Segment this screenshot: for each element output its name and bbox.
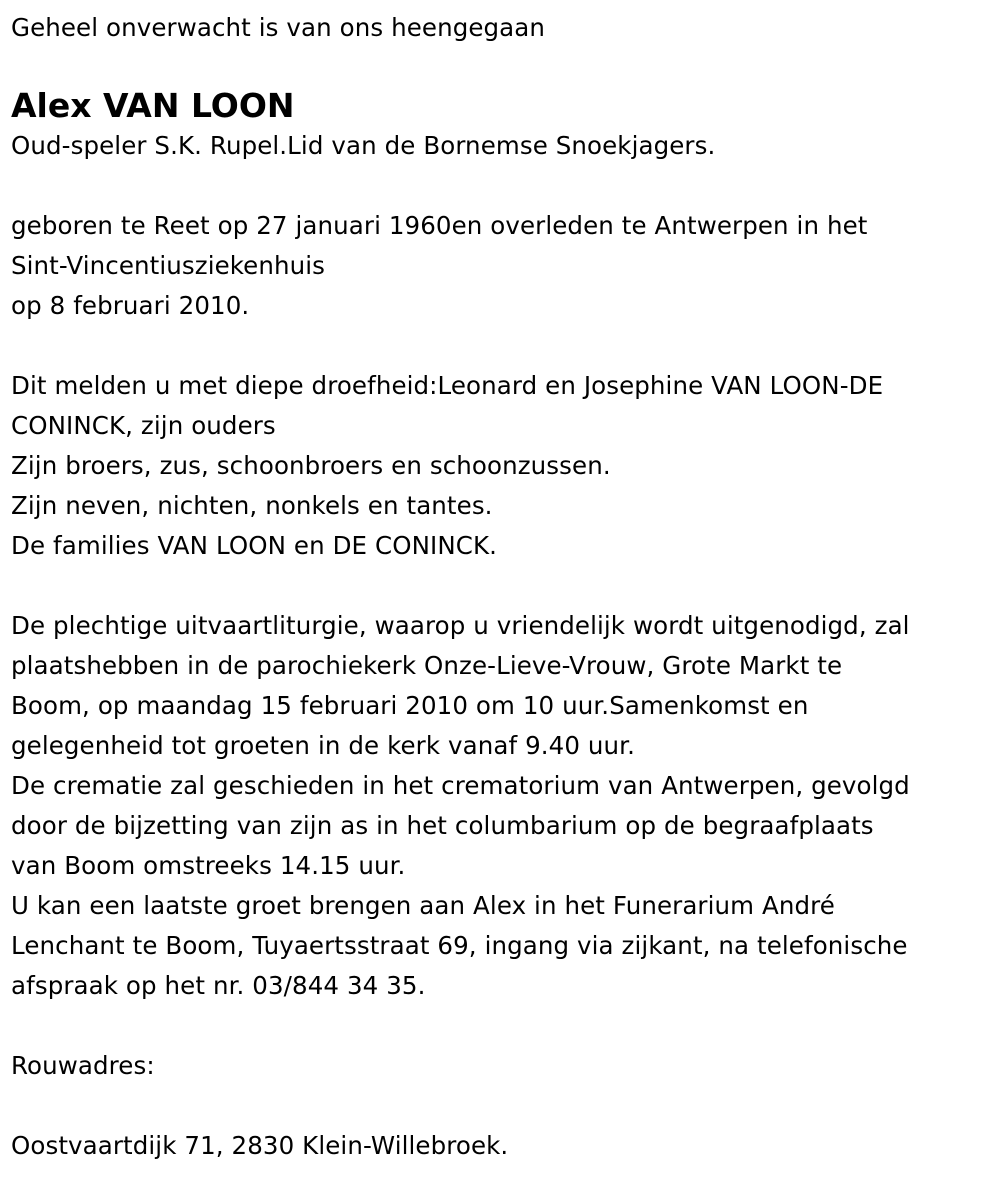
spacer [11, 566, 986, 606]
spacer [11, 166, 986, 206]
spacer [11, 326, 986, 366]
obituary-notice [11, 8, 986, 1166]
funeral-line: afspraak op het nr. 03/844 34 35. [11, 971, 426, 1000]
family-block [11, 366, 986, 566]
funeral-line: De crematie zal geschieden in het crematorium van Antwerpen, gevolgd [11, 771, 910, 800]
funeral-line: Boom, op maandag 15 februari 2010 om 10 uur.Samenkomst en [11, 691, 809, 720]
family-line: Dit melden u met diepe droefheid:Leonard en Josephine VAN LOON-DE [11, 371, 884, 400]
funeral-line: plaatshebben in de parochiekerk Onze-Lieve-Vrouw, Grote Markt te [11, 651, 843, 680]
birth-line: op 8 februari 2010. [11, 291, 250, 320]
subtitle-text: Oud-speler S.K. Rupel.Lid van de Bornemse Snoekjagers. [11, 131, 716, 160]
intro-text: Geheel onverwacht is van ons heengegaan [11, 13, 546, 42]
family-line: Zijn broers, zus, schoonbroers en schoonzussen. [11, 451, 611, 480]
funeral-line: door de bijzetting van zijn as in het columbarium op de begraafplaats [11, 811, 874, 840]
family-line: Zijn neven, nichten, nonkels en tantes. [11, 491, 493, 520]
family-line: CONINCK, zijn ouders [11, 411, 276, 440]
deceased-name: Alex VAN LOON [11, 86, 295, 125]
funeral-line: gelegenheid tot groeten in de kerk vanaf 9.40 uur. [11, 731, 635, 760]
funeral-line: van Boom omstreeks 14.15 uur. [11, 851, 406, 880]
funeral-line: U kan een laatste groet brengen aan Alex in het Funerarium André [11, 891, 835, 920]
family-line: De families VAN LOON en DE CONINCK. [11, 531, 498, 560]
funeral-block [11, 606, 986, 1006]
birth-line: geboren te Reet op 27 januari 1960en overleden te Antwerpen in het [11, 211, 868, 240]
funeral-line: De plechtige uitvaartliturgie, waarop u vriendelijk wordt uitgenodigd, zal [11, 611, 910, 640]
mourning-address: Oostvaartdijk 71, 2830 Klein-Willebroek. [11, 1131, 509, 1160]
spacer [11, 1086, 986, 1126]
spacer [11, 1006, 986, 1046]
birth-line: Sint-Vincentiusziekenhuis [11, 251, 326, 280]
address-label: Rouwadres: [11, 1051, 155, 1080]
funeral-line: Lenchant te Boom, Tuyaertsstraat 69, ingang via zijkant, na telefonische [11, 931, 908, 960]
birth-death-block [11, 206, 986, 326]
